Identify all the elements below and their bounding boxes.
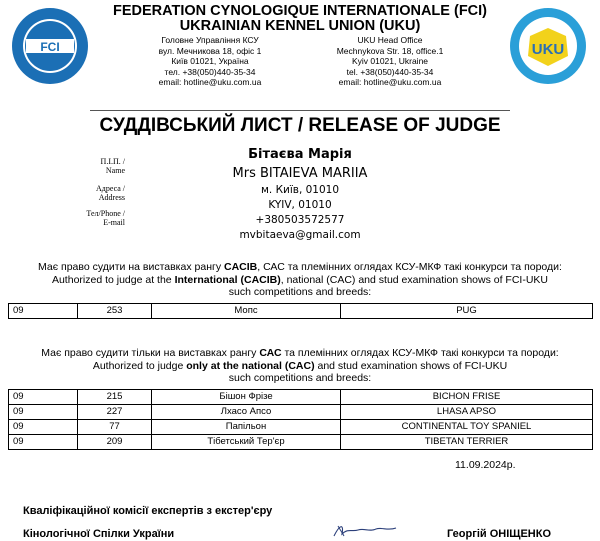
breed-group: 09 xyxy=(9,390,78,405)
address-ua-line: вул. Мечникова 18, офіс 1 xyxy=(158,45,262,56)
address-ua-line: Київ 01021, Україна xyxy=(171,56,249,66)
section2-line-3: such competitions and breeds: xyxy=(228,372,372,384)
name-label-ua: П.І.П. / xyxy=(100,157,125,166)
section2-text xyxy=(0,347,600,385)
name-label-en: Name xyxy=(105,166,125,175)
breed-name-ua: Лхасо Апсо xyxy=(152,405,341,420)
judge-email: mvbitaeva@gmail.com xyxy=(239,229,361,241)
org-title xyxy=(100,4,500,34)
breed-group: 09 xyxy=(9,405,78,420)
address-label xyxy=(60,184,125,202)
breed-group: 09 xyxy=(9,435,78,450)
breed-number: 77 xyxy=(78,420,152,435)
breed-name-en: CONTINENTAL TOY SPANIEL xyxy=(341,420,593,435)
table-row xyxy=(9,304,593,319)
judge-phone: +380503572577 xyxy=(255,214,345,226)
section2-line-ua: Має право судити тільки на виставках рангу САС та племінних оглядах КСУ-МКФ такі конкурси та породи: xyxy=(41,347,559,359)
section1-line-en: Authorized to judge at the International (CACIB), national (CAC) and stud examination shows of FCI-UKU xyxy=(51,273,549,286)
section1-line-3: such competitions and breeds: xyxy=(228,286,372,298)
contact-label xyxy=(60,209,125,227)
section2-line-en: Authorized to judge only at the national (CAC) and stud examination shows of FCI-UKU xyxy=(92,359,508,372)
breed-number: 253 xyxy=(78,304,152,319)
union-text: Кінологічної Спілки України xyxy=(23,528,175,540)
document-title: СУДДІВСЬКИЙ ЛИСТ / RELEASE OF JUDGE xyxy=(99,115,501,136)
breed-name-ua: Папільон xyxy=(152,420,341,435)
signer-name: Георгій ОНІЩЕНКО xyxy=(447,528,552,540)
uku-logo xyxy=(508,6,588,86)
breed-name-ua: Бішон Фрізе xyxy=(152,390,341,405)
address-en-line: Kyiv 01021, Ukraine xyxy=(351,56,429,66)
address-en-line: tel. +38(050)440-35-34 xyxy=(346,66,434,77)
commission-text: Кваліфікаційної комісії експертів з екстер'єру xyxy=(23,505,273,517)
judge-city-ua: м. Київ, 01010 xyxy=(260,184,340,196)
breed-number: 227 xyxy=(78,405,152,420)
header-divider xyxy=(90,110,510,111)
uku-logo-text: UKU xyxy=(531,41,565,58)
judge-name-ua: Бітаєва Марія xyxy=(248,147,352,162)
breed-group: 09 xyxy=(9,304,78,319)
section1-text xyxy=(0,261,600,299)
org-title-uku: UKRAINIAN KENNEL UNION (UKU) xyxy=(179,18,421,34)
name-label xyxy=(60,157,125,175)
fci-logo xyxy=(10,6,90,86)
section1-breed-table xyxy=(8,303,593,319)
address-ua-line: тел. +38(050)440-35-34 xyxy=(164,66,256,77)
breed-number: 209 xyxy=(78,435,152,450)
handwritten-signature xyxy=(330,520,400,540)
table-row xyxy=(9,390,593,405)
table-row xyxy=(9,435,593,450)
issue-date: 11.09.2024р. xyxy=(455,459,516,471)
breed-group: 09 xyxy=(9,420,78,435)
address-ua-line: email: hotline@uku.com.ua xyxy=(158,77,262,87)
section2-breed-table xyxy=(8,389,593,450)
breed-name-ua: Тібетський Тер'єр xyxy=(152,435,341,450)
address-ua-line: Головне Управління КСУ xyxy=(161,35,259,45)
contact-label-en: E-mail xyxy=(103,218,125,227)
breed-name-en: BICHON FRISE xyxy=(341,390,593,405)
breed-name-en: TIBETAN TERRIER xyxy=(341,435,593,450)
judge-name-en: Mrs BITAIEVA MARIIA xyxy=(232,166,368,181)
judge-city-en: KYIV, 01010 xyxy=(268,199,332,211)
address-en-line: email: hotline@uku.com.ua xyxy=(338,77,442,87)
address-label-ua: Адреса / xyxy=(95,184,125,193)
table-row xyxy=(9,420,593,435)
breed-name-ua: Мопс xyxy=(152,304,341,319)
address-en-line: UKU Head Office xyxy=(357,35,423,45)
address-en-line: Mechnykova Str. 18, office.1 xyxy=(336,45,444,56)
fci-logo-text: FCI xyxy=(40,40,60,54)
table-row xyxy=(9,405,593,420)
address-label-en: Address xyxy=(98,193,125,202)
contact-label-ua: Тел/Phone / xyxy=(86,209,125,218)
breed-name-en: PUG xyxy=(341,304,593,319)
breed-name-en: LHASA APSO xyxy=(341,405,593,420)
address-en-block xyxy=(300,35,480,88)
section1-line-ua: Має право судити на виставках рангу CACIB, САС та племінних оглядах КСУ-МКФ такі конкурси та породи: xyxy=(38,261,562,273)
org-title-fci: FEDERATION CYNOLOGIQUE INTERNATIONALE (FCI) xyxy=(112,3,488,19)
address-ua-block xyxy=(120,35,300,88)
breed-number: 215 xyxy=(78,390,152,405)
